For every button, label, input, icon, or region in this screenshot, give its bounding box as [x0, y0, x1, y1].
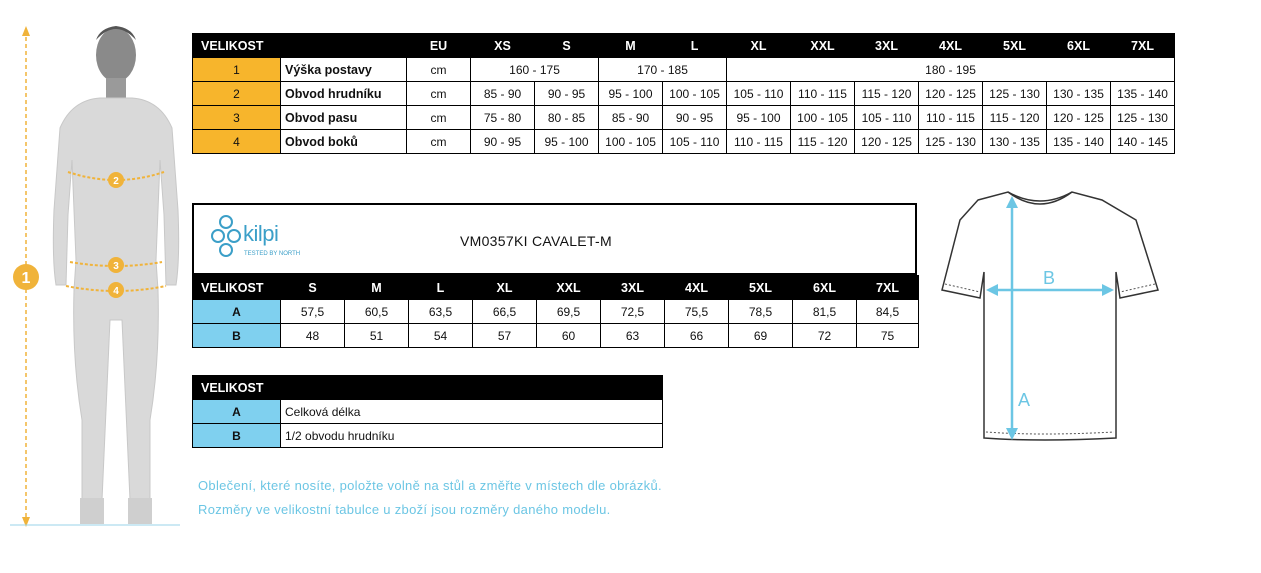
table-cell: 115 - 120: [983, 106, 1047, 130]
table-cell: 170 - 185: [599, 58, 727, 82]
row-unit: cm: [407, 58, 471, 82]
header-size: 4XL: [919, 34, 983, 58]
table-cell: 115 - 120: [791, 130, 855, 154]
marker-4-label: 4: [113, 286, 119, 297]
row-label: Obvod boků: [281, 130, 407, 154]
table-cell: 66,5: [473, 300, 537, 324]
brand-name: kilpi: [243, 221, 279, 246]
marker-2-label: 2: [113, 176, 119, 187]
header-size: 6XL: [1047, 34, 1111, 58]
header-size: 4XL: [665, 276, 729, 300]
header-size: L: [663, 34, 727, 58]
table-cell: 135 - 140: [1111, 82, 1175, 106]
marker-1-label: 1: [21, 270, 31, 287]
table-cell: 81,5: [793, 300, 857, 324]
body-measurement-figure: [0, 0, 190, 540]
table-cell: 90 - 95: [471, 130, 535, 154]
header-size: XL: [473, 276, 537, 300]
table-cell: 75,5: [665, 300, 729, 324]
table-cell: 125 - 130: [1111, 106, 1175, 130]
header-velikost: VELIKOST: [193, 34, 407, 58]
header-size: XS: [471, 34, 535, 58]
row-unit: cm: [407, 106, 471, 130]
row-description: Celková délka: [281, 400, 663, 424]
header-size: M: [345, 276, 409, 300]
header-velikost: VELIKOST: [193, 276, 281, 300]
table-cell: 57: [473, 324, 537, 348]
row-label: Výška postavy: [281, 58, 407, 82]
table-cell: 63: [601, 324, 665, 348]
row-number: 2: [193, 82, 281, 106]
table-cell: 72: [793, 324, 857, 348]
table-cell: 80 - 85: [535, 106, 599, 130]
kilpi-logo-icon: [208, 212, 244, 260]
header-size: 7XL: [857, 276, 919, 300]
table-cell: 48: [281, 324, 345, 348]
table-cell: 100 - 105: [791, 106, 855, 130]
header-velikost: VELIKOST: [193, 376, 663, 400]
header-eu: EU: [407, 34, 471, 58]
shirt-label-b: B: [1043, 268, 1056, 288]
model-table: [192, 275, 919, 348]
header-size: XL: [727, 34, 791, 58]
row-label: Obvod pasu: [281, 106, 407, 130]
table-cell: 66: [665, 324, 729, 348]
table-cell: 120 - 125: [855, 130, 919, 154]
row-key: A: [193, 400, 281, 424]
table-cell: 105 - 110: [663, 130, 727, 154]
table-cell: 84,5: [857, 300, 919, 324]
header-size: L: [409, 276, 473, 300]
header-size: S: [535, 34, 599, 58]
table-row: [193, 300, 919, 324]
table-cell: 69,5: [537, 300, 601, 324]
table-cell: 69: [729, 324, 793, 348]
table-cell: 110 - 115: [727, 130, 791, 154]
table-cell: 120 - 125: [1047, 106, 1111, 130]
table-cell: 95 - 100: [535, 130, 599, 154]
table-cell: 90 - 95: [663, 106, 727, 130]
table-cell: 100 - 105: [599, 130, 663, 154]
table-row: [193, 424, 663, 448]
row-description: 1/2 obvodu hrudníku: [281, 424, 663, 448]
table-cell: 54: [409, 324, 473, 348]
table-cell: 75: [857, 324, 919, 348]
size-table-header: [193, 34, 1175, 58]
tshirt-diagram: [930, 180, 1170, 450]
table-cell: 130 - 135: [1047, 82, 1111, 106]
brand-tagline: TESTED BY NORTH: [244, 251, 301, 257]
table-cell: 105 - 110: [855, 106, 919, 130]
header-size: 3XL: [855, 34, 919, 58]
table-cell: 95 - 100: [599, 82, 663, 106]
table-row: [193, 400, 663, 424]
row-number: 3: [193, 106, 281, 130]
table-cell: 95 - 100: [727, 106, 791, 130]
table-cell: 125 - 130: [919, 130, 983, 154]
header-size: S: [281, 276, 345, 300]
table-cell: 125 - 130: [983, 82, 1047, 106]
table-cell: 100 - 105: [663, 82, 727, 106]
table-cell: 78,5: [729, 300, 793, 324]
table-cell: 140 - 145: [1111, 130, 1175, 154]
legend-table-header: [193, 376, 663, 400]
instruction-note-1: Oblečení, které nosíte, položte volně na stůl a změřte v místech dle obrázků.: [198, 478, 662, 493]
instruction-note-2: Rozměry ve velikostní tabulce u zboží jsou rozměry daného modelu.: [198, 502, 611, 517]
legend-table: [192, 375, 663, 448]
table-cell: 110 - 115: [919, 106, 983, 130]
header-size: 7XL: [1111, 34, 1175, 58]
header-size: 6XL: [793, 276, 857, 300]
table-row: [193, 58, 1175, 82]
row-number: 4: [193, 130, 281, 154]
table-cell: 85 - 90: [471, 82, 535, 106]
header-size: 5XL: [729, 276, 793, 300]
header-size: 3XL: [601, 276, 665, 300]
header-size: 5XL: [983, 34, 1047, 58]
row-label: Obvod hrudníku: [281, 82, 407, 106]
model-table-header: [193, 276, 919, 300]
table-cell: 60,5: [345, 300, 409, 324]
table-cell: 51: [345, 324, 409, 348]
header-size: XXL: [791, 34, 855, 58]
table-cell: 75 - 80: [471, 106, 535, 130]
table-cell: 85 - 90: [599, 106, 663, 130]
row-key: B: [193, 424, 281, 448]
table-cell: 63,5: [409, 300, 473, 324]
table-row: [193, 106, 1175, 130]
table-cell: 57,5: [281, 300, 345, 324]
table-cell: 180 - 195: [727, 58, 1175, 82]
header-size: M: [599, 34, 663, 58]
size-table: [192, 33, 1175, 154]
table-cell: 105 - 110: [727, 82, 791, 106]
row-unit: cm: [407, 130, 471, 154]
table-row: [193, 130, 1175, 154]
row-key: A: [193, 300, 281, 324]
table-cell: 90 - 95: [535, 82, 599, 106]
table-cell: 120 - 125: [919, 82, 983, 106]
table-cell: 72,5: [601, 300, 665, 324]
table-cell: 130 - 135: [983, 130, 1047, 154]
row-unit: cm: [407, 82, 471, 106]
header-size: XXL: [537, 276, 601, 300]
table-cell: 135 - 140: [1047, 130, 1111, 154]
row-number: 1: [193, 58, 281, 82]
row-key: B: [193, 324, 281, 348]
shirt-label-a: A: [1018, 390, 1031, 410]
table-cell: 60: [537, 324, 601, 348]
table-cell: 115 - 120: [855, 82, 919, 106]
marker-3-label: 3: [113, 261, 119, 272]
table-row: [193, 82, 1175, 106]
table-row: [193, 324, 919, 348]
table-cell: 110 - 115: [791, 82, 855, 106]
model-title: VM0357KI CAVALET-M: [460, 233, 612, 249]
table-cell: 160 - 175: [471, 58, 599, 82]
